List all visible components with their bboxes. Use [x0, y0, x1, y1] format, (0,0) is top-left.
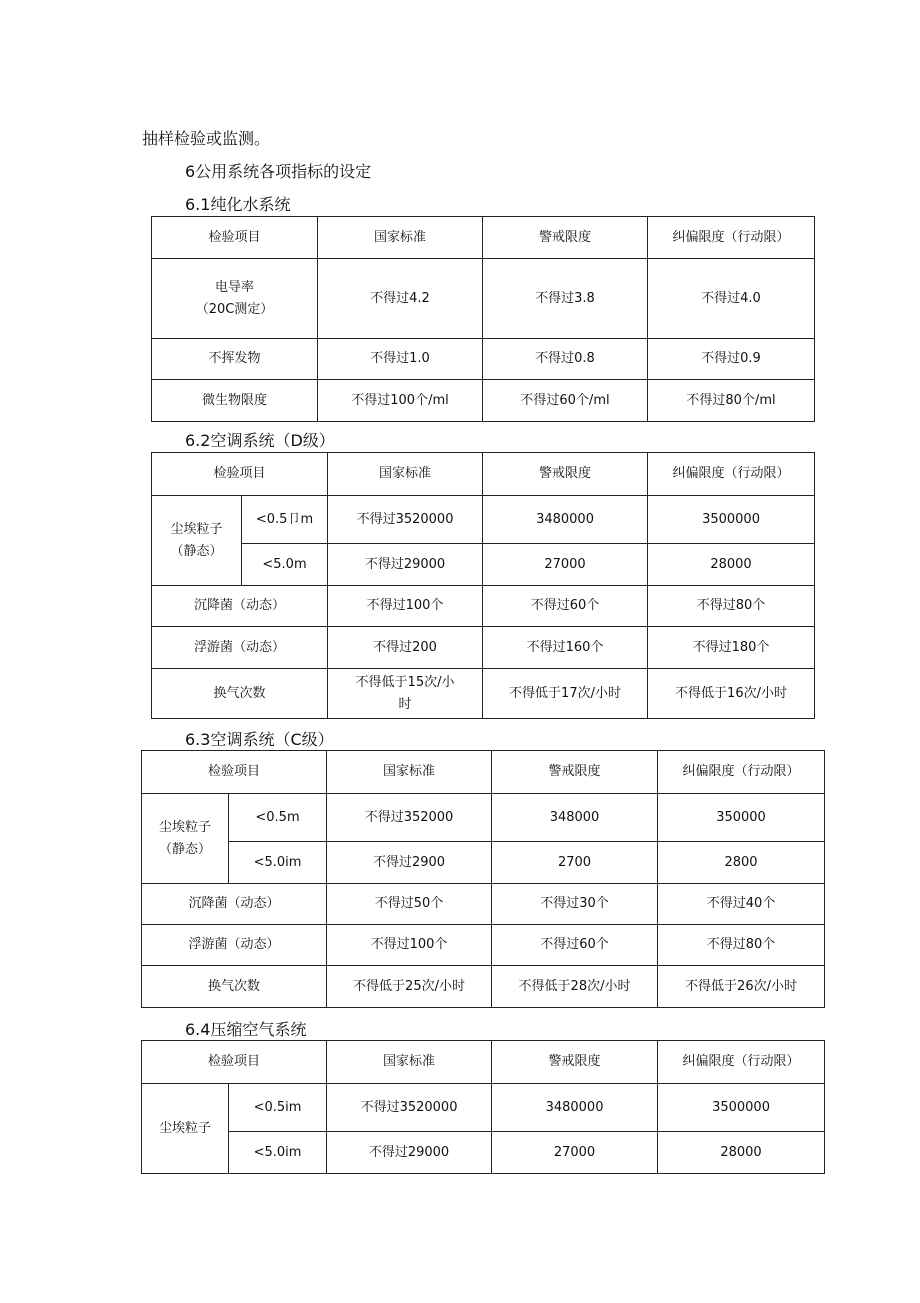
header-national: 国家标准	[318, 217, 483, 259]
cell-action: 不得过80个/ml	[648, 380, 815, 422]
ac-c-table	[141, 750, 825, 1008]
cell-action: 不得过0.9	[648, 339, 815, 380]
table-row	[142, 884, 825, 925]
cell-action: 不得低于26次/小时	[658, 966, 825, 1008]
cell-national: 不得过29000	[327, 1132, 492, 1174]
cell-action: 2800	[658, 842, 825, 884]
header-action: 纠偏限度（行动限）	[648, 217, 815, 259]
conductivity-condition: （20C测定）	[195, 301, 274, 317]
cell-alert: 不得过60个	[483, 586, 648, 627]
cell-action: 不得过80个	[658, 925, 825, 966]
table-header-row	[152, 453, 815, 496]
table-row	[152, 339, 815, 380]
table-row	[152, 627, 815, 669]
table-header-row	[142, 1041, 825, 1084]
conductivity-label: 电导率	[214, 279, 254, 295]
compressed-air-title: 6.4压缩空气系统	[185, 1020, 307, 1039]
table-row	[152, 669, 815, 719]
table-row	[142, 842, 825, 884]
dust-particle-label	[152, 496, 242, 586]
header-action: 纠偏限度（行动限）	[658, 751, 825, 794]
header-item: 检验项目	[152, 453, 328, 496]
row-item: 浮游菌（动态）	[152, 627, 328, 669]
national-line2: 时	[398, 696, 412, 712]
cell-national: 不得过200	[328, 627, 483, 669]
intro-text: 抽样检验或监测。	[142, 129, 271, 148]
table-row	[152, 259, 815, 339]
header-alert: 警戒限度	[492, 1041, 658, 1084]
cell-alert: 不得过60个/ml	[483, 380, 648, 422]
row-item: 换气次数	[142, 966, 327, 1008]
section-title: 6公用系统各项指标的设定	[185, 162, 372, 181]
water-system-table	[151, 216, 815, 422]
particle-size: <5.0m	[242, 544, 328, 586]
cell-national: 不得过29000	[328, 544, 483, 586]
cell-action: 3500000	[658, 1084, 825, 1132]
cell-national: 不得过100个	[327, 925, 492, 966]
row-item: 沉降菌（动态）	[142, 884, 327, 925]
cell-action: 350000	[658, 794, 825, 842]
header-national: 国家标准	[327, 1041, 492, 1084]
cell-national	[328, 669, 483, 719]
cell-action: 3500000	[648, 496, 815, 544]
row-item: 沉降菌（动态）	[152, 586, 328, 627]
cell-alert: 不得过30个	[492, 884, 658, 925]
cell-alert: 2700	[492, 842, 658, 884]
header-national: 国家标准	[328, 453, 483, 496]
ac-c-title: 6.3空调系统（C级）	[185, 730, 334, 749]
header-item: 检验项目	[152, 217, 318, 259]
cell-alert: 不得低于17次/小时	[483, 669, 648, 719]
cell-national: 不得过100个	[328, 586, 483, 627]
cell-alert: 不得过0.8	[483, 339, 648, 380]
cell-action: 不得过80个	[648, 586, 815, 627]
cell-national: 不得过100个/ml	[318, 380, 483, 422]
table-row	[142, 1132, 825, 1174]
header-alert: 警戒限度	[483, 217, 648, 259]
cell-national: 不得过2900	[327, 842, 492, 884]
cell-alert: 27000	[492, 1132, 658, 1174]
cell-alert: 不得低于28次/小时	[492, 966, 658, 1008]
cell-national: 不得过3520000	[327, 1084, 492, 1132]
dust-label-line1: 尘埃粒子	[158, 819, 211, 835]
table-row	[152, 544, 815, 586]
ac-d-table	[151, 452, 815, 719]
cell-national: 不得过4.2	[318, 259, 483, 339]
particle-size: <0.5m	[229, 794, 327, 842]
dust-particle-label	[142, 794, 229, 884]
cell-national: 不得过50个	[327, 884, 492, 925]
cell-national: 不得低于25次/小时	[327, 966, 492, 1008]
table-row	[142, 794, 825, 842]
national-line1: 不得低于15次/小	[355, 674, 455, 690]
particle-size: <0.5卩m	[242, 496, 328, 544]
ac-d-title: 6.2空调系统（D级）	[185, 431, 335, 450]
cell-action: 不得过40个	[658, 884, 825, 925]
cell-alert: 3480000	[483, 496, 648, 544]
table-row	[152, 380, 815, 422]
table-row	[152, 586, 815, 627]
header-item: 检验项目	[142, 751, 327, 794]
header-action: 纠偏限度（行动限）	[648, 453, 815, 496]
dust-label-line2: （静态）	[158, 841, 211, 857]
particle-size: <0.5im	[229, 1084, 327, 1132]
cell-alert: 不得过3.8	[483, 259, 648, 339]
cell-action: 不得过180个	[648, 627, 815, 669]
header-alert: 警戒限度	[483, 453, 648, 496]
cell-national: 不得过3520000	[328, 496, 483, 544]
table-header-row	[142, 751, 825, 794]
water-system-title: 6.1纯化水系统	[185, 195, 291, 214]
cell-action: 28000	[648, 544, 815, 586]
row-item: 不挥发物	[152, 339, 318, 380]
cell-alert: 348000	[492, 794, 658, 842]
particle-size: <5.0im	[229, 1132, 327, 1174]
table-row	[142, 966, 825, 1008]
cell-alert: 3480000	[492, 1084, 658, 1132]
particle-size: <5.0im	[229, 842, 327, 884]
row-item: 微生物限度	[152, 380, 318, 422]
table-row	[142, 925, 825, 966]
cell-action: 不得过4.0	[648, 259, 815, 339]
header-alert: 警戒限度	[492, 751, 658, 794]
row-item: 换气次数	[152, 669, 328, 719]
cell-alert: 27000	[483, 544, 648, 586]
table-row	[142, 1084, 825, 1132]
header-item: 检验项目	[142, 1041, 327, 1084]
row-item	[152, 259, 318, 339]
cell-alert: 不得过60个	[492, 925, 658, 966]
dust-label-line2: （静态）	[170, 543, 223, 559]
cell-action: 不得低于16次/小时	[648, 669, 815, 719]
row-item: 浮游菌（动态）	[142, 925, 327, 966]
cell-action: 28000	[658, 1132, 825, 1174]
cell-alert: 不得过160个	[483, 627, 648, 669]
dust-particle-label: 尘埃粒子	[142, 1084, 229, 1174]
header-national: 国家标准	[327, 751, 492, 794]
compressed-air-table	[141, 1040, 825, 1174]
table-row	[152, 496, 815, 544]
cell-national: 不得过1.0	[318, 339, 483, 380]
table-header-row	[152, 217, 815, 259]
header-action: 纠偏限度（行动限）	[658, 1041, 825, 1084]
cell-national: 不得过352000	[327, 794, 492, 842]
dust-label-line1: 尘埃粒子	[170, 521, 223, 537]
